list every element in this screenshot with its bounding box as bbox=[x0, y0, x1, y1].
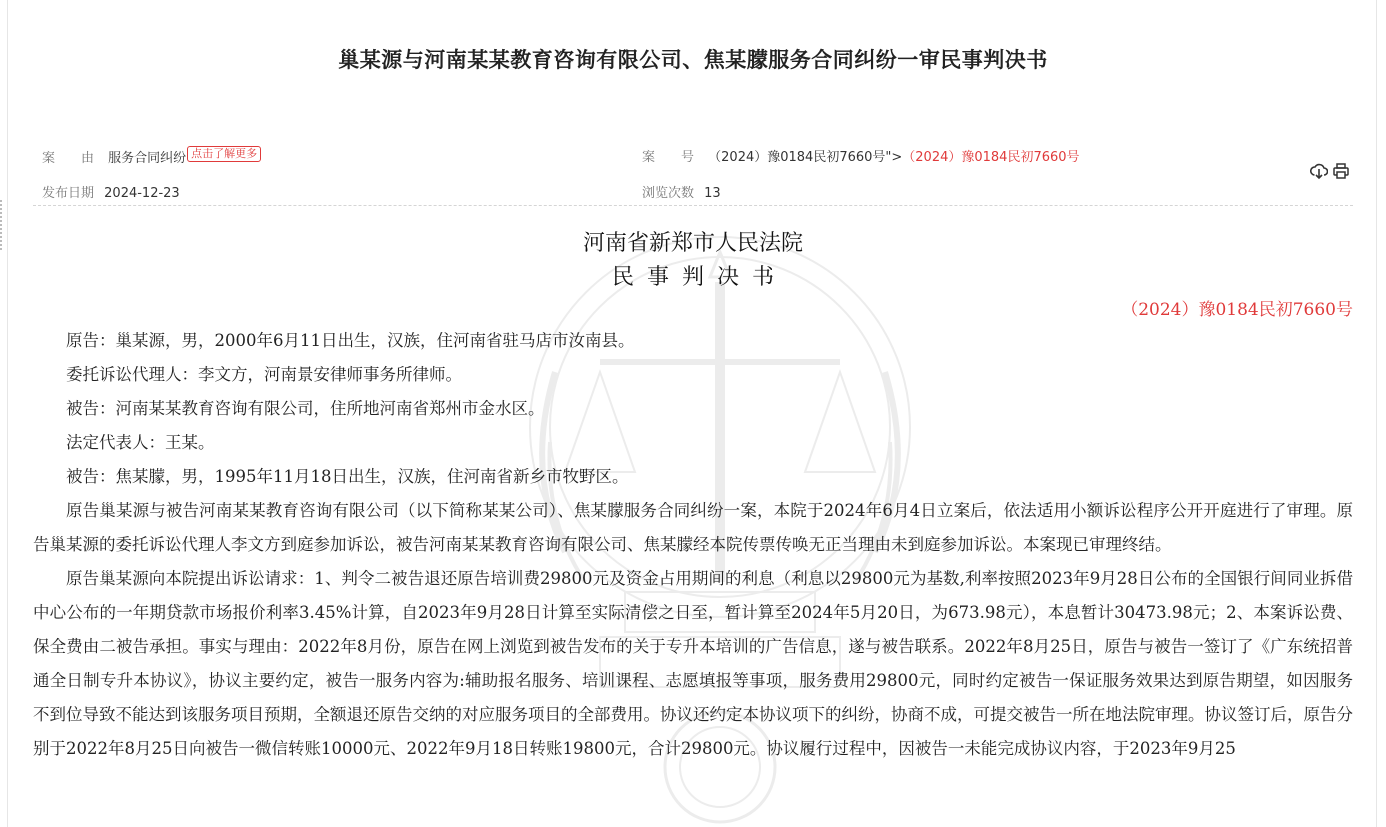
case-number-value: （2024）豫0184民初7660号"> bbox=[708, 150, 903, 165]
publish-date-label: 发布日期 bbox=[42, 186, 95, 201]
court-name: 河南省新郑市人民法院 bbox=[582, 231, 803, 256]
publish-date-value: 2024-12-23 bbox=[104, 186, 180, 201]
case-number-label: 案 号 bbox=[642, 150, 695, 165]
judgment-body bbox=[33, 324, 1353, 766]
document-case-number: （2024）豫0184民初7660号 bbox=[1121, 300, 1353, 320]
paragraph-plaintiff: 原告：巢某源，男，2000年6月11日出生，汉族，住河南省驻马店市汝南县。 bbox=[66, 331, 635, 350]
paragraph-claims: 原告巢某源向本院提出诉讼请求：1、判令二被告退还原告培训费29800元及资金占用期间的利息（利息以29800元为基数,利率按照2023年9月28日公布的全国银行间同业拆借中心公布的一年期贷款市场报价利率3.45%计算，自2023年9月28日计算至实际清偿之日至，暂计算至2024年5月20日，为673.98元），本息暂计30473.98元；2、本案诉讼费、保全费由二被告承担。事实与理由：2022年8月份，原告在网上浏览到被告发布的关于专升本培训的广告信息，遂与被告联系。2022年8月25日，原告与被告一签订了《广东统招普通全日制专升本协议》，协议主要约定，被告一服务内容为:辅助报名服务、培训课程、志愿填报等事项，服务费用29800元，同时约定被告一保证服务效果达到原告期望，如因服务不到位导致不能达到该服务项目预期，全额退还原告交纳的对应服务项目的全部费用。协议还约定本协议项下的纠纷，协商不成，可提交被告一所在地法院审理。协议签订后，原告分别于2022年8月25日向被告一微信转账10000元、2022年9月18日转账19800元，合计29800元。协议履行过程中，因被告一未能完成协议内容，于2023年9月25 bbox=[33, 569, 1353, 758]
view-count-label: 浏览次数 bbox=[642, 186, 695, 201]
case-number-link[interactable]: （2024）豫0184民初7660号 bbox=[902, 150, 1080, 165]
paragraph-procedure: 原告巢某源与被告河南某某教育咨询有限公司（以下简称某某公司）、焦某朦服务合同纠纷一案，本院于2024年6月4日立案后，依法适用小额诉讼程序公开开庭进行了审理。原告巢某源的委托诉讼代理人李文方到庭参加诉讼，被告河南某某教育咨询有限公司、焦某朦经本院传票传唤无正当理由未到庭参加诉讼。本案现已审理终结。 bbox=[33, 501, 1353, 554]
cause-label: 案 由 bbox=[42, 151, 95, 166]
publish-date-row bbox=[42, 182, 180, 201]
cause-value: 服务合同纠纷 bbox=[108, 151, 187, 166]
paragraph-defendant-person: 被告：焦某朦，男，1995年11月18日出生，汉族，住河南省新乡市牧野区。 bbox=[66, 467, 629, 486]
cause-row bbox=[42, 146, 261, 166]
download-icon[interactable] bbox=[1310, 162, 1328, 180]
toolbar-icons bbox=[1310, 162, 1350, 182]
learn-more-button[interactable]: 点击了解更多 bbox=[187, 146, 261, 162]
print-icon[interactable] bbox=[1332, 162, 1350, 180]
page-title: 巢某源与河南某某教育咨询有限公司、焦某朦服务合同纠纷一审民事判决书 bbox=[338, 48, 1048, 72]
paragraph-defendant-company: 被告：河南某某教育咨询有限公司，住所地河南省郑州市金水区。 bbox=[66, 399, 545, 418]
document-type: 民事判决书 bbox=[611, 265, 787, 290]
case-number-row bbox=[642, 146, 1080, 165]
paragraph-legal-representative: 法定代表人：王某。 bbox=[66, 433, 215, 452]
paragraph-agent: 委托诉讼代理人：李文方，河南景安律师事务所律师。 bbox=[66, 365, 462, 384]
view-count-row bbox=[642, 182, 721, 201]
view-count-value: 13 bbox=[704, 186, 721, 201]
header-divider bbox=[33, 205, 1353, 206]
